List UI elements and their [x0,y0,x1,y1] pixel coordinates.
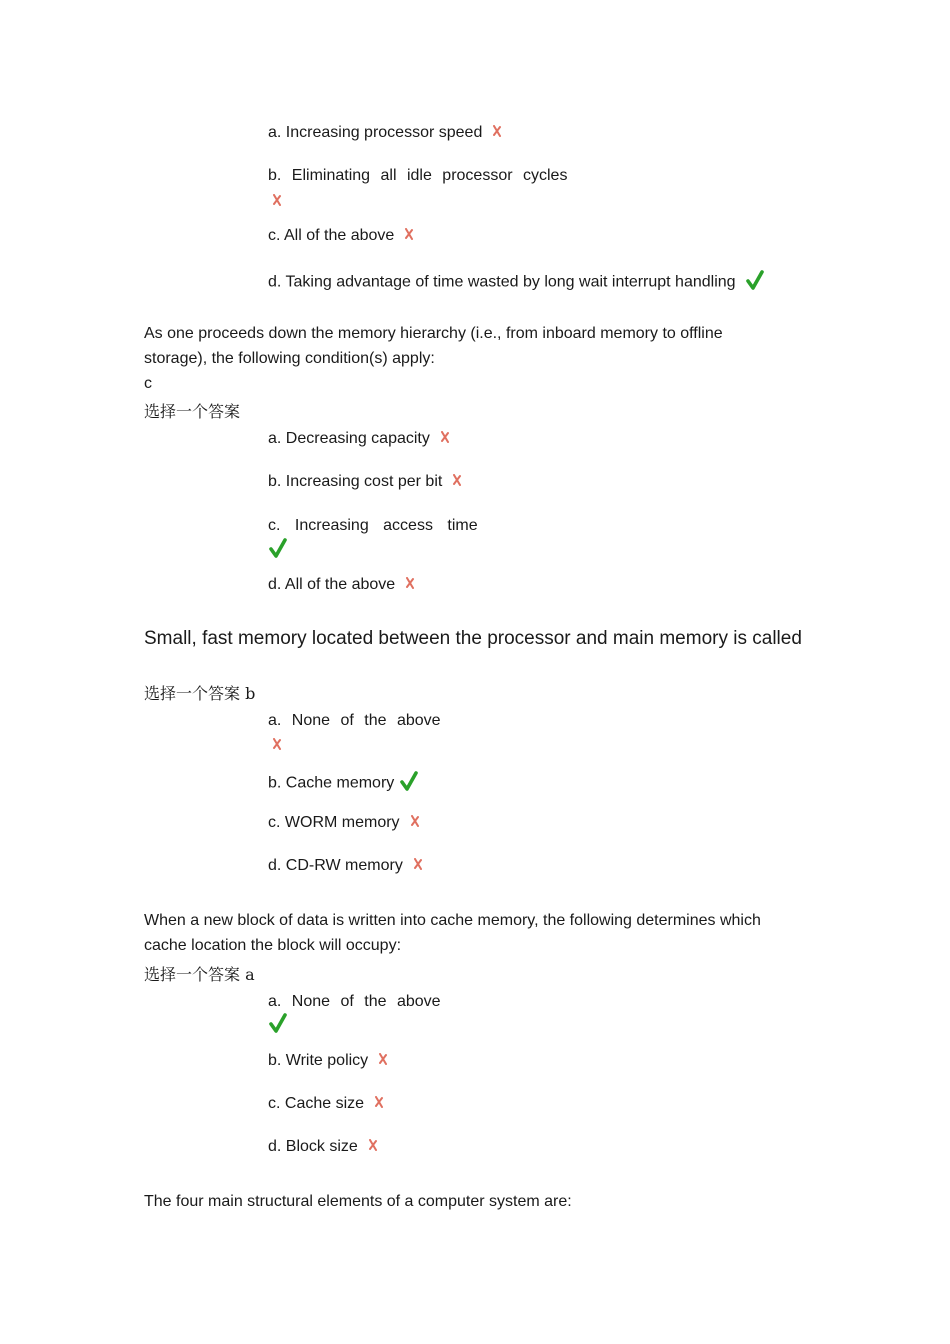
option-label: a. Increasing processor speed [268,124,483,142]
check-mark-icon [269,538,287,563]
option-label: d. Block size [268,1138,358,1156]
wrong-mark-icon [413,857,423,875]
wrong-mark-icon [440,430,450,448]
wrong-mark-icon [404,227,414,245]
option-4c[interactable] [268,1095,384,1113]
option-label: a. None of the above [268,993,441,1010]
question-2-prompt: 选择一个答案 [144,402,241,421]
wrong-mark-icon [410,814,420,832]
question-2-line-2: storage), the following condition(s) apply: [144,350,435,367]
option-2d[interactable] [268,576,415,594]
option-label: c. WORM memory [268,814,400,832]
wrong-mark-icon [378,1052,388,1070]
option-label: c. Cache size [268,1095,365,1113]
question-3-prompt: 选择一个答案 b [144,684,256,703]
option-4d[interactable] [268,1138,378,1156]
option-label: c. All of the above [268,227,395,245]
wrong-mark-icon [368,1138,378,1156]
option-2c[interactable] [268,517,478,535]
option-4a[interactable] [268,993,441,1011]
wrong-mark-icon [272,193,282,211]
check-mark-icon [269,1013,287,1038]
question-4-line-1: When a new block of data is written into cache memory, the following determines which [144,912,761,929]
wrong-mark-icon [492,124,502,142]
question-2-answer: c [144,375,152,392]
option-1c[interactable] [268,227,414,245]
option-label: b. Write policy [268,1052,369,1070]
option-3d[interactable] [268,857,423,875]
question-2-line-1: As one proceeds down the memory hierarchy (i.e., from inboard memory to offline [144,325,723,342]
wrong-mark-icon [405,576,415,594]
question-4-prompt: 选择一个答案 a [144,965,255,984]
wrong-mark-icon [272,737,282,755]
option-3b[interactable] [268,771,418,796]
question-4-line-2: cache location the block will occupy: [144,937,402,954]
question-3-line-1: Small, fast memory located between the processor and main memory is called [144,628,802,649]
option-label: a. None of the above [268,712,441,729]
option-label: d. Taking advantage of time wasted by long wait interrupt handling [268,273,736,291]
option-label: c. Increasing access time [268,517,478,534]
wrong-mark-icon [374,1095,384,1113]
option-label: d. All of the above [268,576,396,594]
check-mark-icon [400,771,418,796]
option-label: b. Eliminating all idle processor cycles [268,167,568,184]
option-label: a. Decreasing capacity [268,430,430,448]
option-1a[interactable] [268,124,502,142]
option-label: d. CD-RW memory [268,857,403,875]
option-label: b. Cache memory [268,774,395,792]
question-5-line-1: The four main structural elements of a computer system are: [144,1193,572,1210]
option-2b[interactable] [268,473,462,491]
option-1b[interactable] [268,167,567,185]
check-mark-icon [746,270,764,295]
option-3a[interactable] [268,712,441,730]
option-1d[interactable] [268,270,764,295]
option-2a[interactable] [268,430,450,448]
option-label: b. Increasing cost per bit [268,473,443,491]
wrong-mark-icon [452,473,462,491]
option-3c[interactable] [268,814,420,832]
option-4b[interactable] [268,1052,388,1070]
